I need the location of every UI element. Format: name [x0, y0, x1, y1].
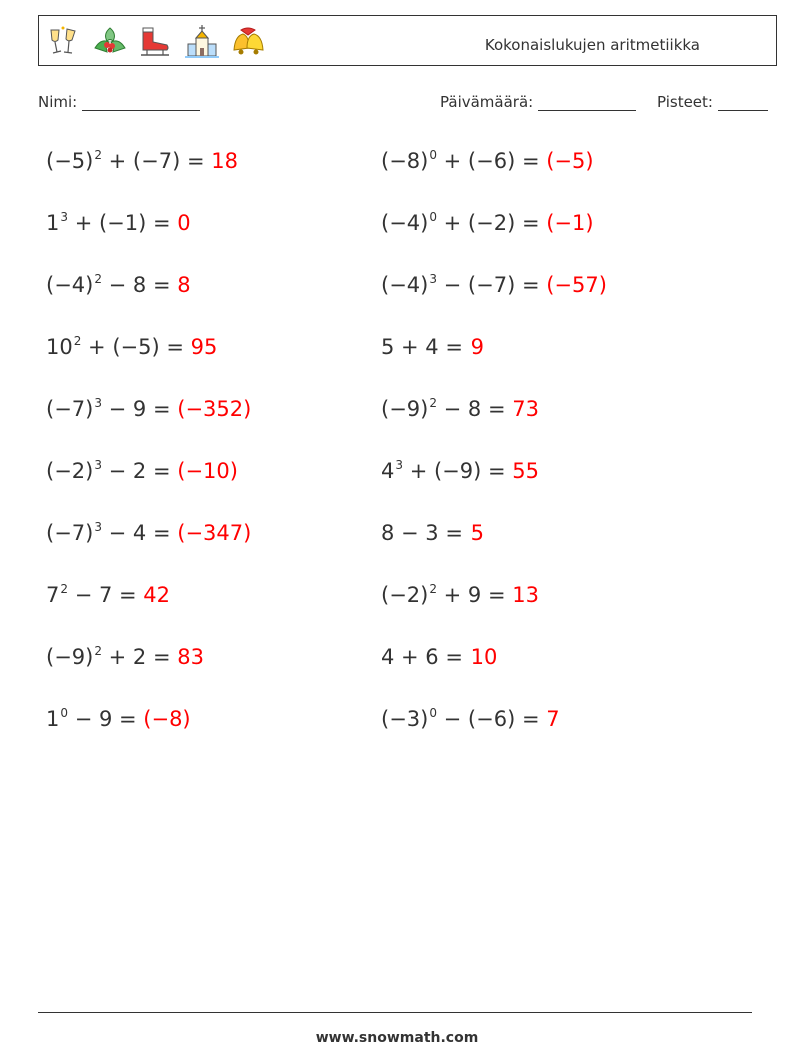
- answer: 55: [512, 459, 539, 483]
- worksheet-title: Kokonaislukujen aritmetiikka: [484, 36, 700, 54]
- christmas-bells-icon: [229, 24, 267, 60]
- problem: $1^3 + (-1) = 0$: [46, 210, 191, 235]
- problem: $(-2)^2 + 9 = 13$: [381, 582, 539, 607]
- answer: (−347): [177, 521, 252, 545]
- problem: $(-7)^3 - 4 = (-347)$: [46, 520, 252, 545]
- ice-skate-icon: [137, 24, 175, 60]
- answer: 73: [512, 397, 539, 421]
- champagne-glasses-icon: [45, 24, 83, 60]
- answer: 42: [143, 583, 171, 607]
- problem: $(-5)^2 + (-7) = 18$: [46, 148, 238, 173]
- answer: 18: [211, 149, 238, 173]
- problem: $(-9)^2 - 8 = 73$: [381, 396, 539, 421]
- problem: 8 − 3 = 5: [381, 521, 484, 545]
- answer: (−10): [177, 459, 238, 483]
- answer: 10: [470, 645, 498, 669]
- answer: 5: [470, 521, 484, 545]
- answer: 9: [470, 335, 484, 359]
- answer: 13: [512, 583, 539, 607]
- problem: 4 + 6 = 10: [381, 645, 498, 669]
- problem: $(-9)^2 + 2 = 83$: [46, 644, 204, 669]
- answer: (−5): [546, 149, 594, 173]
- answer: (−352): [177, 397, 252, 421]
- date-label: Päivämäärä:: [440, 93, 534, 111]
- score-field[interactable]: [657, 93, 768, 111]
- problem: $(-4)^2 - 8 = 8$: [46, 272, 191, 297]
- answer: 0: [177, 211, 191, 235]
- holly-icon: [91, 24, 129, 60]
- problem: $(-4)^3 - (-7) = (-57)$: [381, 272, 607, 297]
- answer: (−8): [143, 707, 191, 731]
- footer-url[interactable]: www.snowmath.com: [315, 1030, 479, 1046]
- header-box: [38, 15, 777, 66]
- footer-divider: [38, 1012, 752, 1013]
- name-label: Nimi:: [38, 93, 78, 111]
- answer: (−1): [546, 211, 594, 235]
- problem: $10^2 + (-5) = 95$: [46, 334, 218, 359]
- name-field[interactable]: [38, 93, 200, 111]
- answer: (−57): [546, 273, 607, 297]
- header-icons: [45, 24, 267, 60]
- problem: $(-8)^0 + (-6) = (-5)$: [381, 148, 594, 173]
- score-line[interactable]: [718, 96, 768, 111]
- problem: $(-3)^0 - (-6) = 7$: [381, 706, 560, 731]
- answer: 83: [177, 645, 204, 669]
- problem: $4^3 + (-9) = 55$: [381, 458, 539, 483]
- answer: 95: [190, 335, 218, 359]
- problem: 5 + 4 = 9: [381, 335, 484, 359]
- problem: $(-2)^3 - 2 = (-10)$: [46, 458, 238, 483]
- answer: 8: [177, 273, 191, 297]
- score-label: Pisteet:: [657, 93, 713, 111]
- problem: $(-4)^0 + (-2) = (-1)$: [381, 210, 594, 235]
- name-line[interactable]: [82, 96, 200, 111]
- problem: $(-7)^3 - 9 = (-352)$: [46, 396, 252, 421]
- problem: $1^0 - 9 = (-8)$: [46, 706, 191, 731]
- church-icon: [183, 24, 221, 60]
- date-line[interactable]: [538, 96, 636, 111]
- problem: $7^2 - 7 = 42$: [46, 582, 171, 607]
- answer: 7: [546, 707, 560, 731]
- date-field[interactable]: [440, 93, 636, 111]
